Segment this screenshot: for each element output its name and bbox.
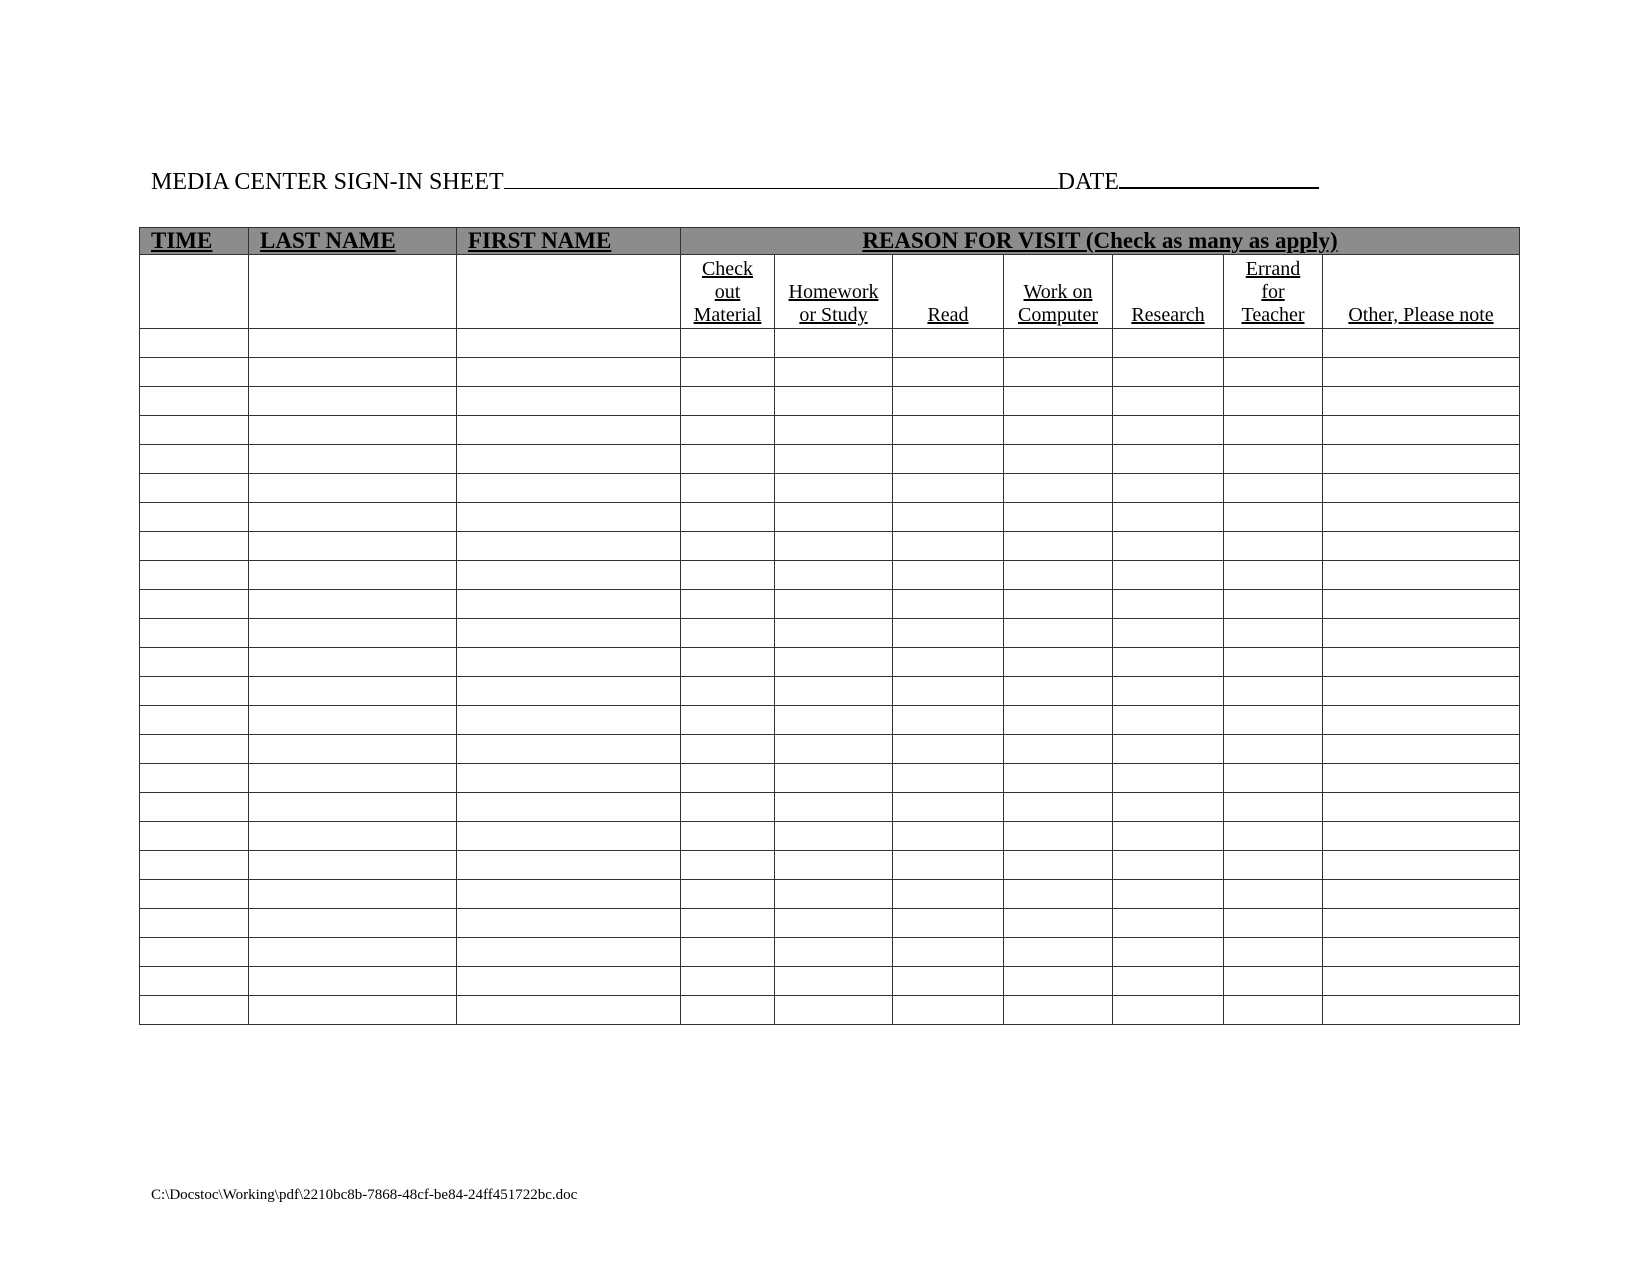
last-name-cell[interactable] (249, 851, 457, 880)
read-cell[interactable] (893, 416, 1004, 445)
other-note-cell[interactable] (1323, 503, 1520, 532)
table-row (140, 735, 1520, 764)
reason-work-on-computer (1004, 255, 1113, 329)
read-cell[interactable] (893, 387, 1004, 416)
last-name-cell[interactable] (249, 387, 457, 416)
check-out-cell[interactable] (681, 503, 775, 532)
reason-label: Work on Computer (1018, 281, 1098, 326)
check-out-cell[interactable] (681, 996, 775, 1025)
first-name-cell[interactable] (457, 474, 681, 503)
read-cell[interactable] (893, 967, 1004, 996)
reason-research (1113, 255, 1224, 329)
first-name-cell[interactable] (457, 909, 681, 938)
subheader-blank (457, 255, 681, 329)
last-name-cell[interactable] (249, 358, 457, 387)
time-cell[interactable] (140, 793, 249, 822)
first-name-cell[interactable] (457, 532, 681, 561)
reason-errand-for-teacher (1224, 255, 1323, 329)
other-note-cell[interactable] (1323, 880, 1520, 909)
last-name-cell[interactable] (249, 590, 457, 619)
errand-cell[interactable] (1224, 503, 1323, 532)
computer-cell[interactable] (1004, 358, 1113, 387)
computer-cell[interactable] (1004, 532, 1113, 561)
last-name-cell[interactable] (249, 996, 457, 1025)
errand-cell[interactable] (1224, 822, 1323, 851)
computer-cell[interactable] (1004, 822, 1113, 851)
other-note-cell[interactable] (1323, 590, 1520, 619)
other-note-cell[interactable] (1323, 909, 1520, 938)
read-cell[interactable] (893, 445, 1004, 474)
table-row (140, 648, 1520, 677)
other-note-cell[interactable] (1323, 474, 1520, 503)
check-out-cell[interactable] (681, 329, 775, 358)
check-out-cell[interactable] (681, 764, 775, 793)
time-cell[interactable] (140, 880, 249, 909)
check-out-cell[interactable] (681, 880, 775, 909)
research-cell[interactable] (1113, 938, 1224, 967)
homework-cell[interactable] (775, 851, 893, 880)
computer-cell[interactable] (1004, 416, 1113, 445)
first-name-cell[interactable] (457, 793, 681, 822)
reason-subheader-row (140, 255, 1520, 329)
computer-cell[interactable] (1004, 590, 1113, 619)
research-cell[interactable] (1113, 503, 1224, 532)
homework-cell[interactable] (775, 967, 893, 996)
read-cell[interactable] (893, 735, 1004, 764)
computer-cell[interactable] (1004, 967, 1113, 996)
check-out-cell[interactable] (681, 416, 775, 445)
other-note-cell[interactable] (1323, 822, 1520, 851)
table-row (140, 996, 1520, 1025)
errand-cell[interactable] (1224, 851, 1323, 880)
check-out-cell[interactable] (681, 474, 775, 503)
time-cell[interactable] (140, 909, 249, 938)
first-name-cell[interactable] (457, 619, 681, 648)
first-name-cell[interactable] (457, 851, 681, 880)
check-out-cell[interactable] (681, 358, 775, 387)
errand-cell[interactable] (1224, 329, 1323, 358)
homework-cell[interactable] (775, 561, 893, 590)
first-name-cell[interactable] (457, 822, 681, 851)
last-name-cell[interactable] (249, 561, 457, 590)
check-out-cell[interactable] (681, 909, 775, 938)
header-time: TIME (140, 228, 249, 255)
table-row (140, 387, 1520, 416)
other-note-cell[interactable] (1323, 735, 1520, 764)
research-cell[interactable] (1113, 822, 1224, 851)
subheader-blank (249, 255, 457, 329)
computer-cell[interactable] (1004, 619, 1113, 648)
homework-cell[interactable] (775, 938, 893, 967)
homework-cell[interactable] (775, 793, 893, 822)
errand-cell[interactable] (1224, 358, 1323, 387)
errand-cell[interactable] (1224, 735, 1323, 764)
first-name-cell[interactable] (457, 503, 681, 532)
table-row (140, 474, 1520, 503)
read-cell[interactable] (893, 880, 1004, 909)
other-note-cell[interactable] (1323, 445, 1520, 474)
header-last-name: LAST NAME (249, 228, 457, 255)
header-reason-for-visit: REASON FOR VISIT (Check as many as apply) (681, 228, 1520, 255)
check-out-cell[interactable] (681, 967, 775, 996)
table-row (140, 416, 1520, 445)
last-name-cell[interactable] (249, 793, 457, 822)
errand-cell[interactable] (1224, 764, 1323, 793)
research-cell[interactable] (1113, 619, 1224, 648)
read-cell[interactable] (893, 329, 1004, 358)
check-out-cell[interactable] (681, 561, 775, 590)
read-cell[interactable] (893, 996, 1004, 1025)
research-cell[interactable] (1113, 677, 1224, 706)
first-name-cell[interactable] (457, 648, 681, 677)
errand-cell[interactable] (1224, 445, 1323, 474)
research-cell[interactable] (1113, 648, 1224, 677)
errand-cell[interactable] (1224, 967, 1323, 996)
homework-cell[interactable] (775, 474, 893, 503)
other-note-cell[interactable] (1323, 329, 1520, 358)
reason-read (893, 255, 1004, 329)
first-name-cell[interactable] (457, 590, 681, 619)
table-row (140, 793, 1520, 822)
check-out-cell[interactable] (681, 851, 775, 880)
check-out-cell[interactable] (681, 532, 775, 561)
research-cell[interactable] (1113, 416, 1224, 445)
research-cell[interactable] (1113, 735, 1224, 764)
research-cell[interactable] (1113, 532, 1224, 561)
table-row (140, 561, 1520, 590)
computer-cell[interactable] (1004, 677, 1113, 706)
research-cell[interactable] (1113, 358, 1224, 387)
table-row (140, 619, 1520, 648)
table-row (140, 445, 1520, 474)
homework-cell[interactable] (775, 532, 893, 561)
homework-cell[interactable] (775, 706, 893, 735)
last-name-cell[interactable] (249, 329, 457, 358)
research-cell[interactable] (1113, 851, 1224, 880)
errand-cell[interactable] (1224, 938, 1323, 967)
first-name-cell[interactable] (457, 445, 681, 474)
time-cell[interactable] (140, 561, 249, 590)
research-cell[interactable] (1113, 880, 1224, 909)
other-note-cell[interactable] (1323, 706, 1520, 735)
table-row (140, 677, 1520, 706)
table-row (140, 880, 1520, 909)
last-name-cell[interactable] (249, 532, 457, 561)
table-header-row (140, 228, 1520, 255)
last-name-cell[interactable] (249, 909, 457, 938)
other-note-cell[interactable] (1323, 764, 1520, 793)
other-note-cell[interactable] (1323, 387, 1520, 416)
homework-cell[interactable] (775, 387, 893, 416)
homework-cell[interactable] (775, 590, 893, 619)
time-cell[interactable] (140, 503, 249, 532)
header-first-name: FIRST NAME (457, 228, 681, 255)
sign-in-rows (140, 329, 1520, 1025)
homework-cell[interactable] (775, 445, 893, 474)
date-field-line[interactable] (1119, 186, 1319, 189)
time-cell[interactable] (140, 590, 249, 619)
other-note-cell[interactable] (1323, 967, 1520, 996)
time-cell[interactable] (140, 822, 249, 851)
time-cell[interactable] (140, 619, 249, 648)
other-note-cell[interactable] (1323, 416, 1520, 445)
errand-cell[interactable] (1224, 619, 1323, 648)
read-cell[interactable] (893, 677, 1004, 706)
computer-cell[interactable] (1004, 503, 1113, 532)
table-row (140, 532, 1520, 561)
table-row (140, 764, 1520, 793)
file-path-footer: C:\Docstoc\Working\pdf\2210bc8b-7868-48cf-be84-24ff451722bc.doc (151, 1187, 578, 1203)
errand-cell[interactable] (1224, 909, 1323, 938)
table-row (140, 358, 1520, 387)
time-cell[interactable] (140, 996, 249, 1025)
first-name-cell[interactable] (457, 358, 681, 387)
computer-cell[interactable] (1004, 706, 1113, 735)
read-cell[interactable] (893, 358, 1004, 387)
errand-cell[interactable] (1224, 996, 1323, 1025)
computer-cell[interactable] (1004, 561, 1113, 590)
research-cell[interactable] (1113, 474, 1224, 503)
computer-cell[interactable] (1004, 648, 1113, 677)
computer-cell[interactable] (1004, 474, 1113, 503)
first-name-cell[interactable] (457, 967, 681, 996)
homework-cell[interactable] (775, 764, 893, 793)
time-cell[interactable] (140, 358, 249, 387)
time-cell[interactable] (140, 706, 249, 735)
last-name-cell[interactable] (249, 735, 457, 764)
last-name-cell[interactable] (249, 880, 457, 909)
computer-cell[interactable] (1004, 880, 1113, 909)
research-cell[interactable] (1113, 561, 1224, 590)
reason-label: Read (927, 304, 969, 326)
time-cell[interactable] (140, 532, 249, 561)
table-row (140, 967, 1520, 996)
read-cell[interactable] (893, 619, 1004, 648)
first-name-cell[interactable] (457, 764, 681, 793)
research-cell[interactable] (1113, 329, 1224, 358)
errand-cell[interactable] (1224, 590, 1323, 619)
last-name-cell[interactable] (249, 764, 457, 793)
first-name-cell[interactable] (457, 706, 681, 735)
reason-label: Homework or Study (788, 281, 879, 326)
research-cell[interactable] (1113, 445, 1224, 474)
time-cell[interactable] (140, 445, 249, 474)
first-name-cell[interactable] (457, 387, 681, 416)
last-name-cell[interactable] (249, 474, 457, 503)
check-out-cell[interactable] (681, 619, 775, 648)
time-cell[interactable] (140, 851, 249, 880)
errand-cell[interactable] (1224, 793, 1323, 822)
first-name-cell[interactable] (457, 677, 681, 706)
other-note-cell[interactable] (1323, 532, 1520, 561)
last-name-cell[interactable] (249, 677, 457, 706)
computer-cell[interactable] (1004, 938, 1113, 967)
first-name-cell[interactable] (457, 880, 681, 909)
document-title-line (151, 168, 1341, 196)
errand-cell[interactable] (1224, 677, 1323, 706)
research-cell[interactable] (1113, 387, 1224, 416)
other-note-cell[interactable] (1323, 996, 1520, 1025)
reason-label: Errand for Teacher (1241, 258, 1305, 326)
page-title: MEDIA CENTER SIGN-IN SHEET (151, 169, 504, 195)
check-out-cell[interactable] (681, 677, 775, 706)
time-cell[interactable] (140, 677, 249, 706)
homework-cell[interactable] (775, 503, 893, 532)
computer-cell[interactable] (1004, 387, 1113, 416)
time-cell[interactable] (140, 474, 249, 503)
last-name-cell[interactable] (249, 648, 457, 677)
table-row (140, 329, 1520, 358)
computer-cell[interactable] (1004, 329, 1113, 358)
check-out-cell[interactable] (681, 387, 775, 416)
table-row (140, 706, 1520, 735)
check-out-cell[interactable] (681, 590, 775, 619)
computer-cell[interactable] (1004, 764, 1113, 793)
computer-cell[interactable] (1004, 445, 1113, 474)
other-note-cell[interactable] (1323, 851, 1520, 880)
reason-label: Research (1131, 304, 1205, 326)
time-cell[interactable] (140, 416, 249, 445)
homework-cell[interactable] (775, 619, 893, 648)
read-cell[interactable] (893, 764, 1004, 793)
read-cell[interactable] (893, 909, 1004, 938)
homework-cell[interactable] (775, 416, 893, 445)
homework-cell[interactable] (775, 735, 893, 764)
table-row (140, 822, 1520, 851)
research-cell[interactable] (1113, 706, 1224, 735)
time-cell[interactable] (140, 735, 249, 764)
time-cell[interactable] (140, 387, 249, 416)
other-note-cell[interactable] (1323, 677, 1520, 706)
computer-cell[interactable] (1004, 996, 1113, 1025)
errand-cell[interactable] (1224, 387, 1323, 416)
homework-cell[interactable] (775, 648, 893, 677)
read-cell[interactable] (893, 648, 1004, 677)
time-cell[interactable] (140, 967, 249, 996)
research-cell[interactable] (1113, 967, 1224, 996)
errand-cell[interactable] (1224, 880, 1323, 909)
homework-cell[interactable] (775, 677, 893, 706)
time-cell[interactable] (140, 764, 249, 793)
errand-cell[interactable] (1224, 474, 1323, 503)
time-cell[interactable] (140, 938, 249, 967)
last-name-cell[interactable] (249, 822, 457, 851)
errand-cell[interactable] (1224, 532, 1323, 561)
homework-cell[interactable] (775, 909, 893, 938)
research-cell[interactable] (1113, 590, 1224, 619)
read-cell[interactable] (893, 474, 1004, 503)
first-name-cell[interactable] (457, 996, 681, 1025)
read-cell[interactable] (893, 532, 1004, 561)
read-cell[interactable] (893, 851, 1004, 880)
computer-cell[interactable] (1004, 793, 1113, 822)
errand-cell[interactable] (1224, 416, 1323, 445)
subheader-blank (140, 255, 249, 329)
sign-in-table (139, 227, 1520, 1025)
read-cell[interactable] (893, 503, 1004, 532)
homework-cell[interactable] (775, 329, 893, 358)
check-out-cell[interactable] (681, 793, 775, 822)
time-cell[interactable] (140, 329, 249, 358)
computer-cell[interactable] (1004, 851, 1113, 880)
other-note-cell[interactable] (1323, 561, 1520, 590)
reason-other-please-note (1323, 255, 1520, 329)
other-note-cell[interactable] (1323, 358, 1520, 387)
read-cell[interactable] (893, 706, 1004, 735)
check-out-cell[interactable] (681, 648, 775, 677)
time-cell[interactable] (140, 648, 249, 677)
homework-cell[interactable] (775, 822, 893, 851)
research-cell[interactable] (1113, 909, 1224, 938)
first-name-cell[interactable] (457, 416, 681, 445)
table-row (140, 851, 1520, 880)
research-cell[interactable] (1113, 793, 1224, 822)
check-out-cell[interactable] (681, 706, 775, 735)
first-name-cell[interactable] (457, 329, 681, 358)
reason-homework-or-study (775, 255, 893, 329)
errand-cell[interactable] (1224, 561, 1323, 590)
research-cell[interactable] (1113, 996, 1224, 1025)
first-name-cell[interactable] (457, 561, 681, 590)
computer-cell[interactable] (1004, 735, 1113, 764)
homework-cell[interactable] (775, 358, 893, 387)
other-note-cell[interactable] (1323, 648, 1520, 677)
other-note-cell[interactable] (1323, 793, 1520, 822)
research-cell[interactable] (1113, 764, 1224, 793)
last-name-cell[interactable] (249, 938, 457, 967)
last-name-cell[interactable] (249, 416, 457, 445)
last-name-cell[interactable] (249, 967, 457, 996)
check-out-cell[interactable] (681, 735, 775, 764)
other-note-cell[interactable] (1323, 938, 1520, 967)
homework-cell[interactable] (775, 880, 893, 909)
first-name-cell[interactable] (457, 735, 681, 764)
reason-label: Other, Please note (1348, 304, 1494, 326)
last-name-cell[interactable] (249, 445, 457, 474)
table-row (140, 938, 1520, 967)
title-underline-rule (504, 187, 1058, 189)
read-cell[interactable] (893, 938, 1004, 967)
computer-cell[interactable] (1004, 909, 1113, 938)
last-name-cell[interactable] (249, 619, 457, 648)
last-name-cell[interactable] (249, 706, 457, 735)
table-row (140, 590, 1520, 619)
read-cell[interactable] (893, 561, 1004, 590)
check-out-cell[interactable] (681, 445, 775, 474)
read-cell[interactable] (893, 590, 1004, 619)
last-name-cell[interactable] (249, 503, 457, 532)
check-out-cell[interactable] (681, 822, 775, 851)
read-cell[interactable] (893, 822, 1004, 851)
table-row (140, 503, 1520, 532)
date-label: DATE (1057, 169, 1119, 195)
errand-cell[interactable] (1224, 648, 1323, 677)
first-name-cell[interactable] (457, 938, 681, 967)
check-out-cell[interactable] (681, 938, 775, 967)
reason-label: Check out Material (693, 258, 762, 326)
read-cell[interactable] (893, 793, 1004, 822)
other-note-cell[interactable] (1323, 619, 1520, 648)
homework-cell[interactable] (775, 996, 893, 1025)
table-row (140, 909, 1520, 938)
errand-cell[interactable] (1224, 706, 1323, 735)
reason-check-out-material (681, 255, 775, 329)
